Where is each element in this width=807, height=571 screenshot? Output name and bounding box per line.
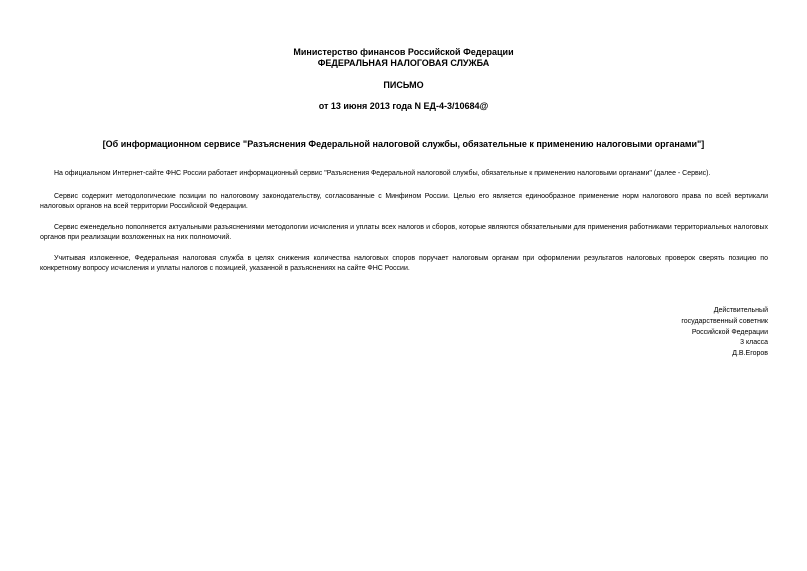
signature-rank-line-3: Российской Федерации (691, 328, 768, 336)
signature-rank-line-2: государственный советник (681, 317, 768, 325)
paragraph-4: Учитывая изложенное, Федеральная налоговая служба в целях снижения количества налоговых споров поручает налоговым органам при оформлении результатов налоговых проверок сверять позицию по конкретному вопросу исчисления и уплаты налогов с позицией, указанной в разъяснениях на сайте ФНС России. (40, 255, 768, 272)
document-title: [Об информационном сервисе "Разъяснения Федеральной налоговой службы, обязательные к применению налоговыми органами"] (102, 139, 705, 149)
paragraph-1: На официальном Интернет-сайте ФНС России работает информационный сервис "Разъяснения Федеральной налоговой службы, обязательные к применению налоговыми органами" (далее - Сервис). (54, 170, 711, 177)
ministry-heading: Министерство финансов Российской Федерации (293, 47, 514, 57)
signature-rank-line-1: Действительный (713, 307, 768, 314)
paragraph-3: Сервис еженедельно пополняется актуальными разъяснениями методологии исчисления и уплаты всех налогов и сборов, которые являются обязательными для применения работниками территориальных налоговых органов при реализации возложенных на них полномочий. (40, 224, 768, 241)
signature-block (681, 306, 768, 360)
document-date-number: от 13 июня 2013 года N ЕД-4-3/10684@ (318, 101, 489, 111)
paragraph-2: Сервис содержит методологические позиции по налоговому законодательству, согласованные с Минфином России. Целью его является единообразное применение норм налогового права по всей вертикали налоговых органов на всей территории Российской Федерации. (40, 193, 768, 210)
signatory-name: Д.В.Егоров (732, 350, 768, 358)
signature-rank-line-4: 3 класса (740, 339, 768, 347)
service-heading: ФЕДЕРАЛЬНАЯ НАЛОГОВАЯ СЛУЖБА (317, 58, 490, 68)
document-type: ПИСЬМО (383, 80, 424, 90)
